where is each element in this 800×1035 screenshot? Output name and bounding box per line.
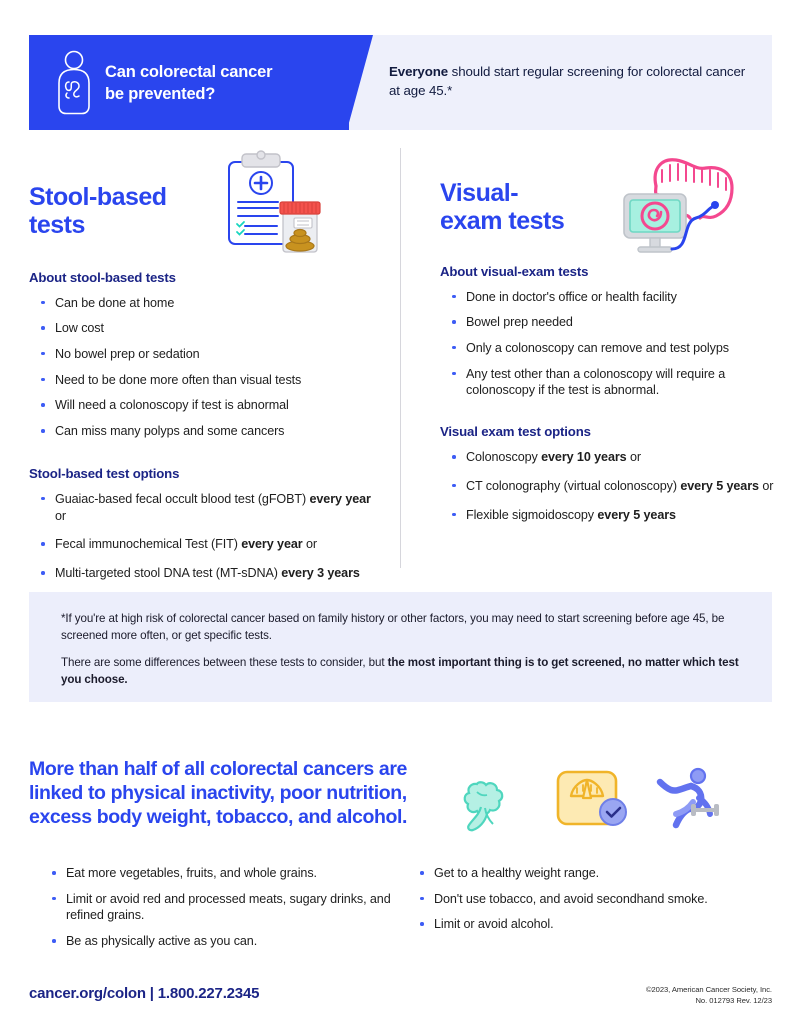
weight-scale-check-icon: [558, 772, 626, 825]
visual-title-line1: Visual-: [440, 179, 519, 207]
visual-options-list: [440, 449, 775, 523]
visual-section-title: [440, 155, 775, 236]
list-item: [29, 565, 384, 582]
option-tail: or: [626, 450, 641, 465]
option-text: Multi-targeted stool DNA test (MT-sDNA): [55, 566, 282, 581]
list-item: Get to a healthy weight range.: [408, 865, 778, 882]
footnote-box: [29, 592, 772, 702]
list-item: Done in doctor's office or health facility: [440, 289, 775, 306]
option-frequency: every 10 years: [541, 450, 627, 465]
stool-based-column: [29, 155, 384, 594]
visual-title-line2: exam tests: [440, 207, 565, 236]
list-item: Limit or avoid alcohol.: [408, 916, 778, 933]
list-item: [29, 491, 384, 524]
option-text: Flexible sigmoidoscopy: [466, 507, 598, 522]
copyright-line-1: ©2023, American Cancer Society, Inc.: [645, 985, 772, 994]
option-frequency: every 5 years: [680, 478, 759, 493]
risk-factors-headline: More than half of all colorectal cancers are linked to physical inactivity, poor nutrition, excess body weight, tobacco, and alcohol.: [29, 758, 408, 829]
option-tail: or: [758, 478, 774, 493]
tips-right-list: [408, 865, 778, 942]
header-banner: [29, 35, 772, 130]
list-item: [440, 507, 775, 524]
stool-options-heading: Stool-based test options: [29, 465, 180, 481]
banner-message: [389, 62, 749, 101]
list-item: Bowel prep needed: [440, 314, 775, 331]
column-divider: [400, 148, 401, 568]
option-frequency: every year: [309, 491, 371, 506]
about-visual-heading: About visual-exam tests: [440, 263, 589, 279]
stool-title-line2: tests: [29, 211, 85, 240]
option-text: Fecal immunochemical Test (FIT): [55, 537, 242, 552]
about-visual-list: [440, 289, 775, 400]
footer-copyright: [646, 984, 772, 1006]
lifestyle-icons-group: [455, 762, 725, 842]
list-item: No bowel prep or sedation: [29, 346, 384, 363]
list-item: Limit or avoid red and processed meats, sugary drinks, and refined grains.: [40, 891, 400, 924]
option-frequency: every 5 years: [597, 507, 676, 522]
list-item: Will need a colonoscopy if test is abnormal: [29, 397, 384, 414]
list-item: Can be done at home: [29, 295, 384, 312]
broccoli-icon: [465, 782, 502, 830]
list-item: Don't use tobacco, and avoid secondhand smoke.: [408, 891, 778, 908]
banner-title-line2: be prevented?: [105, 85, 216, 104]
footnote-paragraph-2: [61, 654, 751, 689]
stool-title-line1: Stool-based: [29, 183, 167, 211]
banner-message-bold: Everyone: [389, 64, 449, 79]
option-frequency: every year: [241, 537, 303, 552]
list-item: Need to be done more often than visual tests: [29, 372, 384, 389]
option-text: Guaiac-based fecal occult blood test (gFOBT): [55, 491, 310, 506]
stool-section-title: [29, 155, 384, 240]
person-colon-icon: [51, 49, 97, 117]
list-item: Be as physically active as you can.: [40, 933, 400, 950]
banner-diagonal-wedge: [347, 35, 373, 130]
visual-options-heading: Visual exam test options: [440, 424, 591, 440]
option-tail: or: [302, 537, 317, 552]
banner-title-line1: Can colorectal cancer: [105, 63, 273, 81]
option-text: CT colonography (virtual colonoscopy): [466, 478, 681, 493]
list-item: [440, 449, 775, 466]
option-tail: or: [55, 508, 66, 523]
option-text: Colonoscopy: [466, 450, 542, 465]
tips-left-list: [40, 865, 400, 959]
copyright-line-2: No. 012793 Rev. 12/23: [695, 996, 772, 1005]
about-stool-heading: About stool-based tests: [29, 269, 176, 285]
about-stool-list: [29, 295, 384, 440]
list-item: Low cost: [29, 320, 384, 337]
banner-title: [105, 61, 340, 106]
footer-url-phone[interactable]: cancer.org/colon | 1.800.227.2345: [29, 985, 260, 1002]
runner-dumbbell-icon: [660, 769, 719, 825]
list-item: [440, 478, 775, 495]
stool-options-list: [29, 491, 384, 582]
banner-message-rest: should start regular screening for colorectal cancer at age 45.*: [389, 64, 746, 99]
list-item: Can miss many polyps and some cancers: [29, 423, 384, 440]
visual-exam-column: [440, 155, 775, 535]
list-item: Any test other than a colonoscopy will require a colonoscopy if the test is abnormal.: [440, 366, 775, 399]
footnote-bold-text: the most important thing is to get screened, no matter which test you choose.: [61, 656, 739, 687]
list-item: Eat more vegetables, fruits, and whole grains.: [40, 865, 400, 882]
option-frequency: every 3 years: [281, 566, 360, 581]
footnote-paragraph-1: *If you're at high risk of colorectal cancer based on family history or other factors, you may need to start screening before age 45, be screened more often, or get specific tests.: [61, 612, 725, 643]
list-item: [29, 536, 384, 553]
list-item: Only a colonoscopy can remove and test polyps: [440, 340, 775, 357]
footnote-plain-text: There are some differences between these tests to consider, but: [61, 656, 388, 669]
